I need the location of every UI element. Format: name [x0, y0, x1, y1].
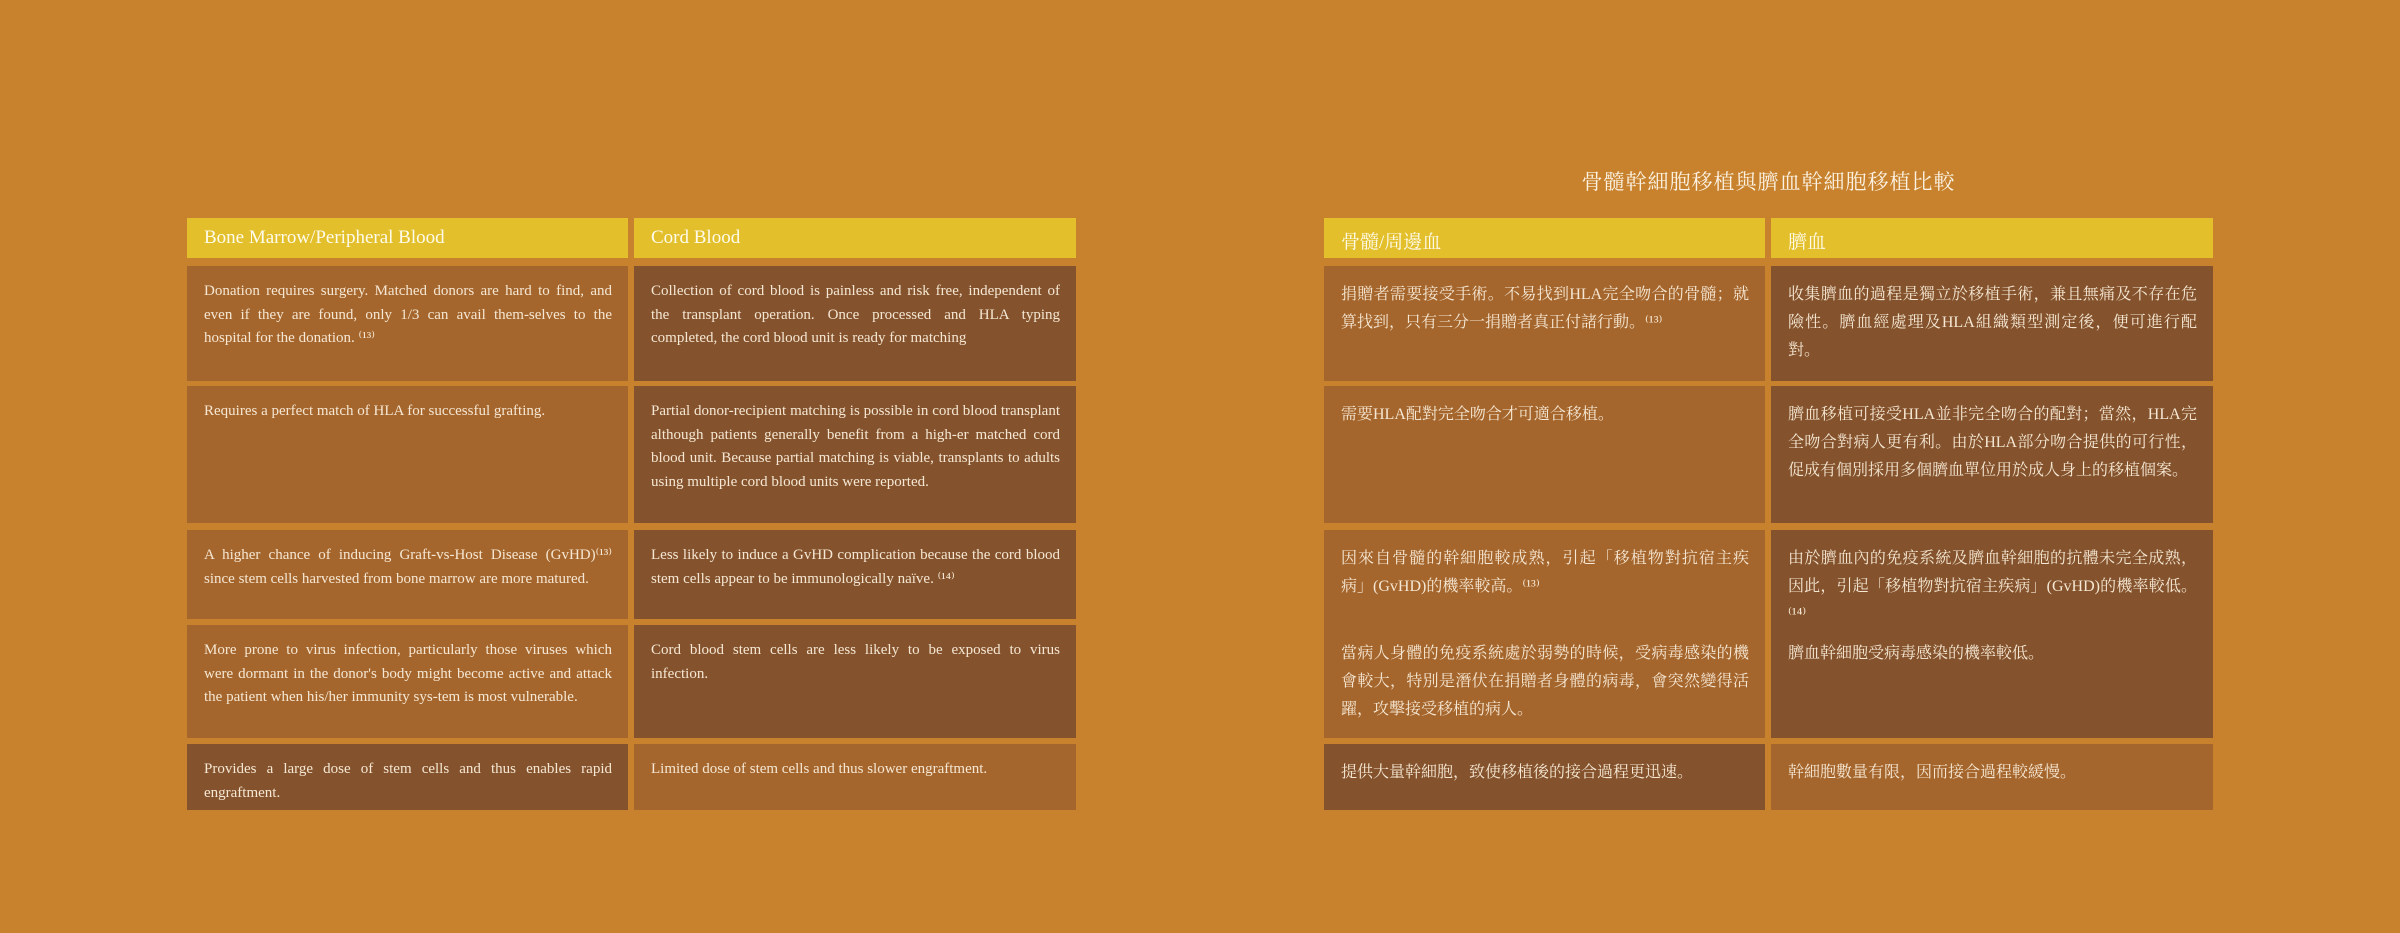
table-cell: 捐贈者需要接受手術。不易找到HLA完全吻合的骨髓；就算找到，只有三分一捐贈者真正付諸行動。⁽¹³⁾ [1324, 266, 1765, 381]
header-bone-marrow [187, 218, 628, 258]
table-cell: A higher chance of inducing Graft-vs-Host Disease (GvHD)⁽¹³⁾ since stem cells harvested from bone marrow are more matured. [187, 530, 628, 619]
comparison-title-chinese: 骨髓幹細胞移植與臍血幹細胞移植比較 [1581, 170, 1956, 194]
table-cell: Cord blood stem cells are less likely to be exposed to virus infection. [634, 625, 1076, 738]
table-cell: Requires a perfect match of HLA for successful grafting. [187, 386, 628, 523]
table-cell: Collection of cord blood is painless and risk free, independent of the transplant operation. Once processed and HLA typing completed, the cord blood unit is ready for matching [634, 266, 1076, 381]
table-cell: Limited dose of stem cells and thus slower engraftment. [634, 744, 1076, 810]
header-label: 骨髓/周邊血 [1341, 232, 1442, 253]
table-cell: 因來自骨髓的幹細胞較成熟，引起「移植物對抗宿主疾病」(GvHD)的機率較高。⁽¹³⁾ [1324, 530, 1765, 637]
header-cord-blood-cn [1771, 218, 2213, 258]
table-cell: Less likely to induce a GvHD complication because the cord blood stem cells appear to be immunologically naïve. ⁽¹⁴⁾ [634, 530, 1076, 619]
table-cell: Donation requires surgery. Matched donors are hard to find, and even if they are found, only 1/3 can avail them-selves to the hospital for the donation. ⁽¹³⁾ [187, 266, 628, 381]
header-cord-blood [634, 218, 1076, 258]
header-bone-marrow-cn [1324, 218, 1765, 258]
table-cell: 臍血幹細胞受病毒感染的機率較低。 [1771, 625, 2213, 738]
table-cell: Partial donor-recipient matching is possible in cord blood transplant although patients generally benefit from a high-er matched cord blood unit. Because partial matching is viable, transplants to adults using multiple cord blood units were reported. [634, 386, 1076, 523]
header-label: 臍血 [1788, 232, 1827, 253]
table-cell: 提供大量幹細胞，致使移植後的接合過程更迅速。 [1324, 744, 1765, 810]
table-cell: Provides a large dose of stem cells and thus enables rapid engraftment. [187, 744, 628, 810]
table-cell: 收集臍血的過程是獨立於移植手術，兼且無痛及不存在危險性。臍血經處理及HLA組織類型測定後，便可進行配對。 [1771, 266, 2213, 381]
table-cell: 幹細胞數量有限，因而接合過程較緩慢。 [1771, 744, 2213, 810]
table-cell: 由於臍血內的免疫系統及臍血幹細胞的抗體未完全成熟，因此，引起「移植物對抗宿主疾病」(GvHD)的機率較低。⁽¹⁴⁾ [1771, 530, 2213, 637]
table-cell: More prone to virus infection, particularly those viruses which were dormant in the donor's body might become active and attack the patient when his/her immunity sys-tem is most vulnerable. [187, 625, 628, 738]
table-cell: 臍血移植可接受HLA並非完全吻合的配對；當然，HLA完全吻合對病人更有利。由於HLA部分吻合提供的可行性，促成有個別採用多個臍血單位用於成人身上的移植個案。 [1771, 386, 2213, 523]
header-label: Bone Marrow/Peripheral Blood [204, 227, 445, 248]
header-label: Cord Blood [651, 227, 741, 248]
table-cell: 需要HLA配對完全吻合才可適合移植。 [1324, 386, 1765, 523]
table-cell: 當病人身體的免疫系統處於弱勢的時候，受病毒感染的機會較大，特別是潛伏在捐贈者身體的病毒，會突然變得活躍，攻擊接受移植的病人。 [1324, 625, 1765, 738]
